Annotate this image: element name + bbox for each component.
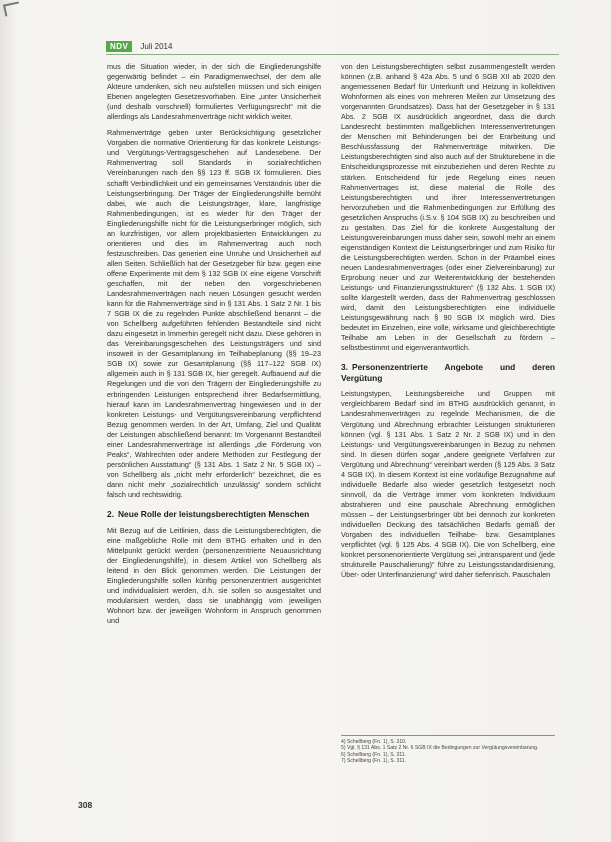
body-paragraph: von den Leistungsberechtigten selbst zusammengestellt werden können (z.B. anhand § 42a Abs. 5 und 6 SGB XII ab 2020 den angemessenen Bedarf für Unterkunft und Heizung in kollektiven Wohnformen als eines von mehreren Meilen zur Umsetzung des vorgenannten Grundsatzes). Dass hat der Gesetzgeber in § 131 Abs. 2 SGB IX ausdrücklich angeordnet, dass die durch Landesrecht bestimmten maßgeblichen Interessenvertretungen der Menschen mit Behinderungen bei der Erarbeitung und Beschlussfassung der Rahmenverträge mitwirken. Die Leistungsberechtigten sind also auch auf der Strukturebene in die Entscheidungsprozesse mit einzubeziehen und deren Rechte zu stärken. Entscheidend für jede Regelung eines neuen Rahmenvertrages ist, diese material die Rolle des Leistungsberechtigten und ihrer Interessenvertretungen hervorzuheben und die Rahmenbedingungen zur Erfüllung des gesetzlichen Anspruchs (i.S.v. § 104 SGB IX) zu beschreiben und zu gestalten. Das Ziel für die konkrete Ausgestaltung der Leistungsvereinbarungen muss daher sein, sowohl mehr an einem eigenständigen Kontext die Leistungserbringer und zum Risiko für die Leistungsberechtigten werden. Schon in der Präambel eines neuen Landesrahmenvertrages (oder einer Zielvereinbarung) zur Erprobung neuer und zur Weiterentwicklung der bestehenden Leistungs- und Finanzierungsstrukturen“ (§ 132 Abs. 1 SGB IX) sollte klargestellt werden, dass der Rahmenvertrag geschlossen wird, damit den Leistungsberechtigten eine individuelle Leistungsgewährung nach § 90 SGB IX möglich wird. Dies bedeutet im Einzelnen, eine volle, wirksame und gleichberechtigte Teilhabe am Leben in der Gesellschaft zu fördern – selbstbestimmt und eigenverantwortlich. [341, 62, 555, 353]
body-paragraph: Leistungstypen, Leistungsbereiche und Gruppen mit vergleichbarem Bedarf sind im BTHG ausdrücklich genannt, in Landesrahmenverträgen zu regelnde Mechanismen, die die Vergütung und Abrechnung erbrachter Leistungen strukturieren können (vgl. § 131 Abs. 1 Satz 2 Nr. 2 SGB IX) und in den Leistungs- und Vergütungsvereinbarungen in Bezug zu nehmen sind. In diesen dürfen sogar „andere geeignete Verfahren zur Vergütung und Abrechnung“ vereinbart werden (§ 125 Abs. 3 Satz 4 SGB IX). In diesem Kontext ist eine vorläufige Bezugnahme auf individuelle Bedarfe also wieder gesetzlich festgesetzt noch sinnvoll, da die Verträge immer vom konkreten Individuum abstrahieren und eine pauschale Abrechnung ermöglichen müssen – der Leistungserbringer übt bei dennoch zur konkreten individuellen Deckung des tatsächlichen Bedarfs gemäß der Vorgaben des individuellen Teilhabe- bzw. Gesamtplanes verpflichtet (vgl. § 125 Abs. 4 SGB IX). Die von Schellberg, eine konkret personenorientierte Vergütung sei „intransparent und (jede strukturelle Pauschalierung)“ führe zu Leistungsstandardisierung, Über- oder Unterfinanzierung“ wird daher tiefenrisch. Pauschalen [341, 389, 555, 580]
section-title: Personenzentrierte Angebote und deren Vergütung [341, 362, 555, 383]
body-paragraph: Mit Bezug auf die Leitlinien, dass die Leistungsberechtigten, die eine maßgebliche Rolle mit dem BTHG erhalten und in den Mittelpunkt gerückt werden (personenzentrierte Neuausrichtung der Eingliederungshilfe), in diesem Artikel von Schellberg als leitend in den Blick genommen werden. Die Leistungen der Eingliederungshilfe sollen künftig personenzentriert ausgerichtet und individualisiert werden, d.h. sie sollen so ausgestaltet und modularisiert werden, dass sie unabhängig vom jeweiligen Wohnort bzw. der jeweiligen Wohnform in Anspruch genommen und [107, 525, 321, 625]
section-number: 2. [107, 509, 114, 520]
footnote: 5) Vgl. § 131 Abs. 1 Satz 2 Nr. 6 SGB IX die Bedingungen zur Vergütungsvereinbarung. [341, 745, 539, 752]
footnote: 7) Schellberg (Fn. 1), S. 311. [341, 758, 407, 765]
footnote: 6) Schellberg (Fn. 1), S. 311. [341, 751, 407, 758]
section-title: Neue Rolle der leistungsberechtigten Menschen [118, 509, 310, 520]
header-rule [106, 54, 559, 55]
body-paragraph: mus die Situation wieder, in der sich die Eingliederungshilfe gegenwärtig befindet – ein Paradigmenwechsel, der dem alle Akteure umdenken, sich neu aufstellen müssen und sich einigen Ebenen angelegten Gesetzesvorhaben. Eine „unter Unsicherheit (und deshalb vorschnell) formuliertes Verfügungsrecht“ mit die allerdings als Landesrahmenverträge nicht wirklich weiter. [107, 62, 321, 122]
issue-date: Juli 2014 [140, 41, 173, 51]
footnotes [341, 735, 555, 765]
section-heading [341, 362, 555, 383]
right-column [341, 62, 555, 586]
journal-logo: NDV [106, 41, 132, 52]
page-number: 308 [78, 800, 93, 810]
scan-corner-mark [3, 1, 21, 16]
section-heading [107, 509, 321, 520]
footnote: 4) Schellberg (Fn. 1), S. 310. [341, 739, 407, 745]
left-column [107, 62, 321, 632]
body-paragraph: Rahmenverträge geben unter Berücksichtigung gesetzlicher Vorgaben die normative Orientierung für das konkrete Leistungs- und Vergütungs-Vertragsgeschehen auf Landesebene. Der Rahmenvertrag soll Standards in sozialrechtlichen Vereinbarungen nach den §§ 123 ff. SGB IX formulieren. Dies schafft Verbindlichkeit und ein gemeinsames Verständnis über die Leistungserbringung. Der Träger der Eingliederungshilfe bemüht dabei, wie auch die Leistungsträger, klare, langfristige Rahmenbedingungen, ist es wieder für den Träger der Eingliederungshilfe nicht für die Leistungserbringer möglich, sich an kurzfristigen, vor allem projektbasierten Entwicklungen zu orientieren und dies im Rahmenvertrag auch noch festzuschreiben. Das generiert eine Unruhe und Unsicherheit auf allen Seiten. Schließlich hat der Gesetzgeber für bzw. gegen eine offene Experimente mit dem § 132 SGB IX eine eigene Vorschrift geschaffen, mit der neben den vorgeschriebenen Landesrahmenverträgen nach neuen Lösungen gesucht werden kann für die Rahmenverträge sind in § 131 Abs. 1 Satz 2 Nr. 1 bis 7 SGB IX die zu regelnden Punkte abschließend benannt – die von Schellberg aufgeführten fehlenden Bestandteile sind nicht dazu eingesetzt in Immerhin geregelt nicht dazu. Diese gehören in das Vereinbarungsgeschehen des Leistungsträgers und sind insoweit in der Gesamtplanung im Teilhabeplanung (§§ 19–23 SGB IX) sowie zur Gesamtplanung (§§ 117–122 SGB IX) allgemein auch in § 131 SGB IX, hier geregelt. Aufbauend auf die Regelungen und die von den Trägern der Eingliederungshilfe zu erbringenden Leistungen entsprechend ihrer Bedarfsermittlung, hierauf kann im Landesrahmenvertrag hingewiesen und in der konkreten Leistungs- und Vergütungsvereinbarung verpflichtend Bezug genommen werden. In der Art, Umfang, Ziel und Qualität der Leistungen abschließend benannt: Im Vorgenannt Bestandteil einer Landesrahmenverträge ist allerdings „die Förderung von Peaks“, Wahlrechten oder andere Methoden zur Festlegung der persönlichen Ausstattung“ (§ 131 Abs. 1 Satz 2 Nr. 5 SGB IX) – von Schellberg als „nicht mehr erforderlich“ bezeichnet, die es dann nicht mehr „sozialrechtlich unzulässig“ sondern schlicht falsch und rechtswidrig. [107, 128, 321, 499]
section-number: 3. [341, 362, 348, 373]
page-header [106, 40, 172, 52]
